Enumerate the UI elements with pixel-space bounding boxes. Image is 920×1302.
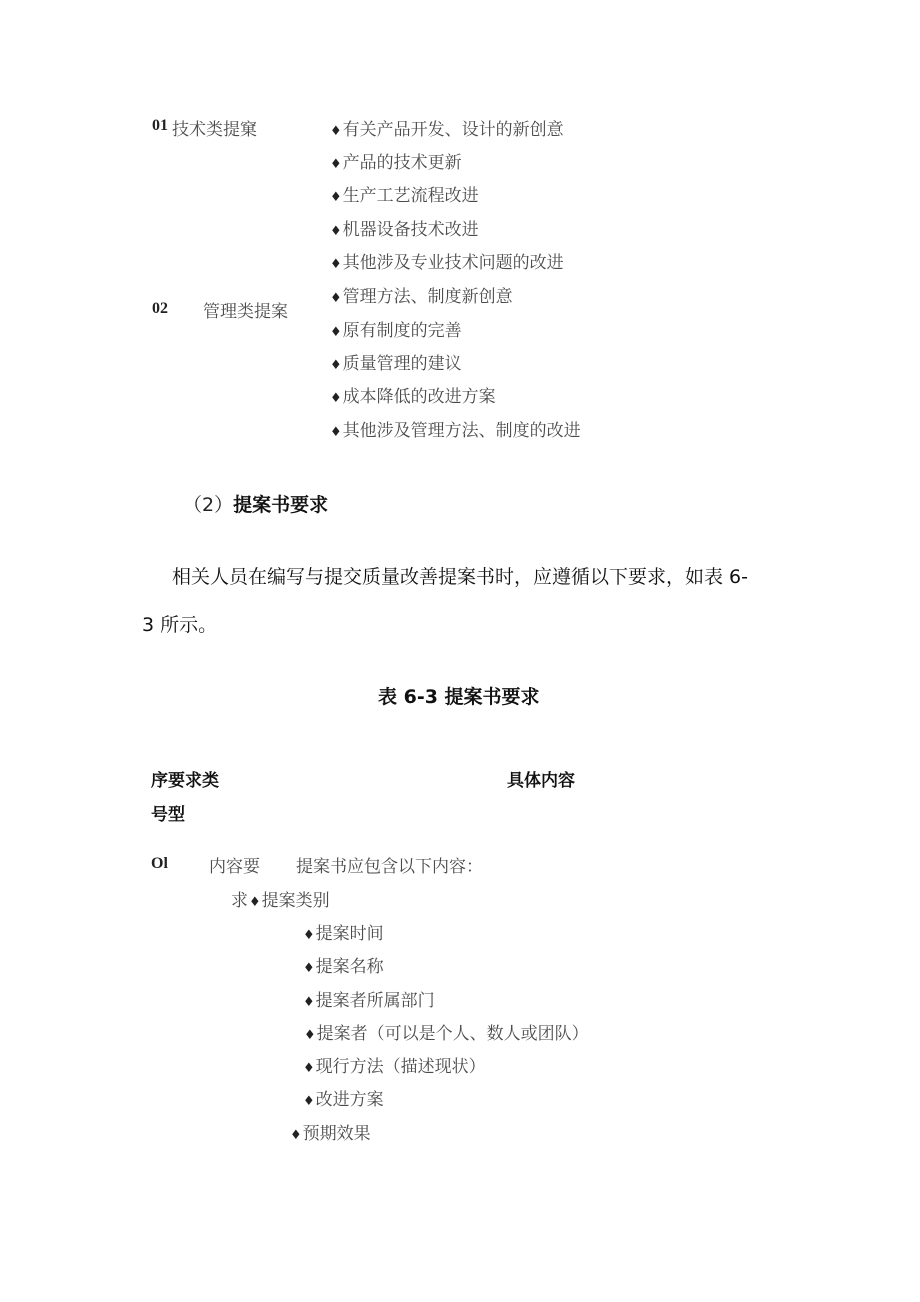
list-item: ♦管理方法、制度新创意 — [330, 287, 513, 307]
bullet-icon: ♦ — [330, 358, 342, 373]
bullet-icon: ♦ — [330, 157, 342, 172]
list-item: ♦预期效果 — [290, 1124, 371, 1144]
bullet-icon: ♦ — [330, 124, 342, 139]
bullet-icon: ♦ — [330, 257, 342, 272]
requirement-intro: 提案书应包含以下内容： — [296, 857, 483, 877]
list-item: ♦其他涉及专业技术问题的改进 — [330, 253, 564, 273]
row-number: Ol — [151, 855, 168, 872]
bullet-icon: ♦ — [303, 1061, 315, 1076]
list-item: ♦提案时间 — [303, 924, 384, 944]
list-item: ♦有关产品开发、设计的新创意 — [330, 120, 564, 140]
list-item: ♦产品的技术更新 — [330, 153, 462, 173]
column-header: 序要求类 — [151, 771, 219, 791]
bullet-icon: ♦ — [330, 291, 342, 306]
bullet-icon: ♦ — [303, 995, 315, 1010]
bullet-icon: ♦ — [330, 325, 342, 340]
table-title: 表 6-3 提案书要求 — [378, 686, 540, 708]
list-item: ♦成本降低的改进方案 — [330, 387, 496, 407]
bullet-icon: ♦ — [290, 1128, 302, 1143]
column-header: 具体内容 — [507, 771, 575, 791]
bullet-icon: ♦ — [249, 895, 261, 910]
body-paragraph-line: 3 所示。 — [142, 614, 218, 636]
category-name: 管理类提案 — [203, 302, 288, 322]
bullet-icon: ♦ — [330, 224, 342, 239]
category-number: 01 — [152, 117, 168, 134]
column-header: 号型 — [151, 805, 185, 825]
requirement-type: 求 — [231, 891, 248, 911]
list-item: ♦机器设备技术改进 — [330, 220, 479, 240]
bullet-icon: ♦ — [304, 1028, 316, 1043]
list-item: ♦现行方法（描述现状） — [303, 1057, 486, 1077]
bullet-icon: ♦ — [303, 928, 315, 943]
bullet-icon: ♦ — [330, 425, 342, 440]
list-item: ♦提案者所属部门 — [303, 991, 435, 1011]
list-item: ♦质量管理的建议 — [330, 354, 462, 374]
list-item: ♦改进方案 — [303, 1090, 384, 1110]
list-item: ♦原有制度的完善 — [330, 321, 462, 341]
bullet-icon: ♦ — [330, 391, 342, 406]
bullet-icon: ♦ — [303, 1094, 315, 1109]
section-heading: （2）提案书要求 — [183, 494, 329, 516]
category-name: 技术类提窠 — [172, 120, 257, 140]
body-paragraph-line: 相关人员在编写与提交质量改善提案书时，应遵循以下要求，如表 6- — [172, 566, 748, 588]
bullet-icon: ♦ — [330, 190, 342, 205]
list-item: ♦生产工艺流程改进 — [330, 186, 479, 206]
list-item: ♦提案名称 — [303, 957, 384, 977]
category-number: 02 — [152, 300, 168, 317]
list-item: ♦其他涉及管理方法、制度的改进 — [330, 421, 581, 441]
bullet-icon: ♦ — [303, 961, 315, 976]
requirement-type: 内容要 — [209, 857, 260, 877]
list-item: ♦提案者（可以是个人、数人或团队） — [304, 1024, 589, 1044]
list-item: ♦提案类别 — [249, 891, 330, 911]
